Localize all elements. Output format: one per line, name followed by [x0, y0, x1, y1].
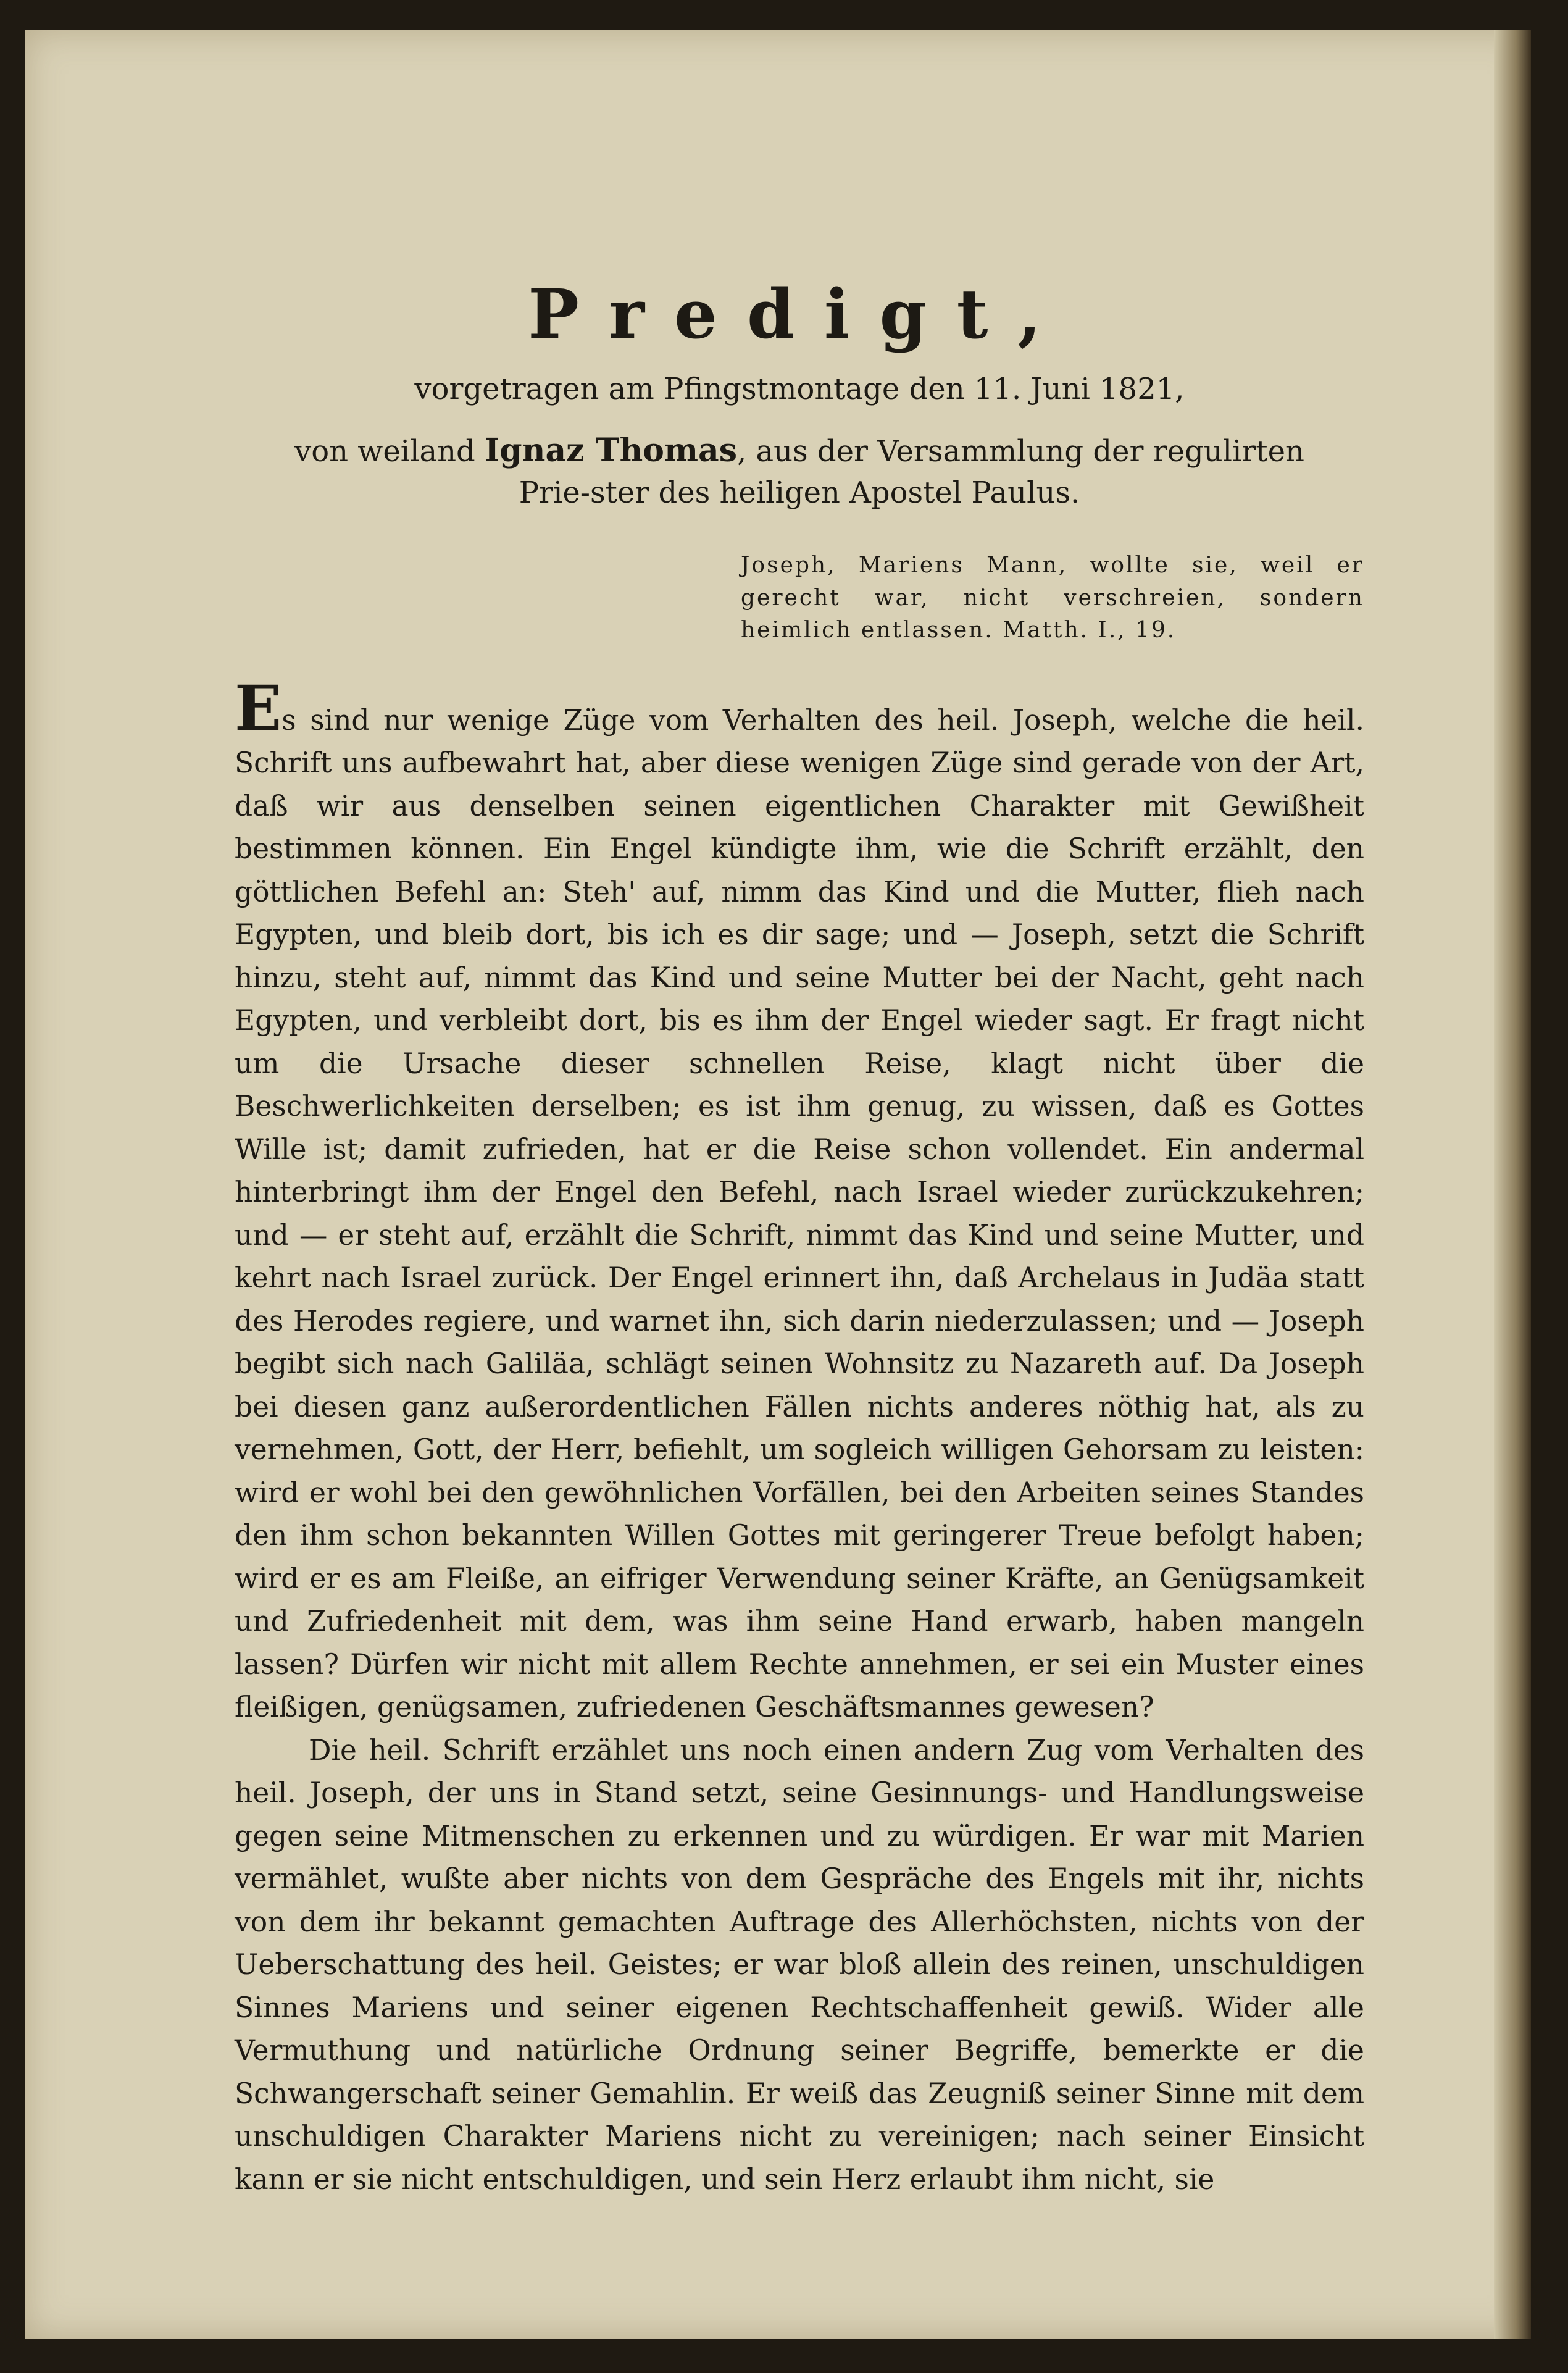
paragraph-1: [235, 671, 1364, 1729]
author-name: Ignaz Thomas: [484, 432, 737, 470]
bible-motto: Joseph, Mariens Mann, wollte sie, weil er gerecht war, nicht verschreien, sondern heimlich entlassen. Matth. I., 19.: [741, 553, 1364, 643]
sermon-subtitle: vorgetragen am Pfingstmontage den 11. Juni 1821,: [414, 372, 1185, 406]
sermon-body: [235, 671, 1364, 2201]
paragraph-1-text: s sind nur wenige Züge vom Verhalten des heil. Joseph, welche die heil. Schrift uns aufbewahrt hat, aber diese wenigen Züge sind gerade von der Art, daß wir aus denselben seinen eigentlichen Charakter mit Gewißheit bestimmen können. Ein Engel kündigte ihm, wie die Schrift erzählt, den göttlichen Befehl an: Steh' auf, nimm das Kind und die Mutter, flieh nach Egypten, und bleib dort, bis ich es dir sage; und — Joseph, setzt die Schrift hinzu, steht auf, nimmt das Kind und seine Mutter bei der Nacht, geht nach Egypten, und verbleibt dort, bis es ihm der Engel wieder sagt. Er fragt nicht um die Ursache dieser schnellen Reise, klagt nicht über die Beschwerlichkeiten derselben; es ist ihm genug, zu wissen, daß es Gottes Wille ist; damit zufrieden, hat er die Reise schon vollendet. Ein andermal hinterbringt ihm der Engel den Befehl, nach Israel wieder zurückzukehren; und — er steht auf, erzählt die Schrift, nimmt das Kind und seine Mutter, und kehrt nach Israel zurück. Der Engel erinnert ihn, daß Archelaus in Judäa statt des Herodes regiere, und warnet ihn, sich darin niederzulassen; und — Joseph begibt sich nach Galiläa, schlägt seinen Wohnsitz zu Nazareth auf. Da Joseph bei diesen ganz außerordentlichen Fällen nichts anderes nöthig hat, als zu vernehmen, Gott, der Herr, befiehlt, um sogleich willigen Gehorsam zu leisten: wird er wohl bei den gewöhnlichen Vorfällen, bei den Arbeiten seines Standes den ihm schon bekannten Willen Gottes mit geringerer Treue befolgt haben; wird er es am Fleiße, an eifriger Verwendung seiner Kräfte, an Genügsamkeit und Zufriedenheit mit dem, was ihm seine Hand erwarb, haben mangeln lassen? Dürfen wir nicht mit allem Rechte annehmen, er sei ein Muster eines fleißigen, genügsamen, zufriedenen Geschäftsmannes gewesen?: [235, 703, 1364, 1724]
page-gutter: [1494, 30, 1531, 2339]
sermon-title: Predigt,: [528, 274, 1071, 354]
author-line-end: , aus der Versammlung der regulirten Prie-ster des heiligen Apostel Paulus.: [519, 434, 1304, 510]
author-line-start: von weiland: [294, 434, 475, 469]
paragraph-2: Die heil. Schrift erzählet uns noch einen andern Zug vom Verhalten des heil. Joseph, der uns in Stand setzt, seine Gesinnungs- und Handlungsweise gegen seine Mitmenschen zu erkennen und zu würdigen. Er war mit Marien vermählet, wußte aber nichts von dem Gespräche des Engels mit ihr, nichts von dem ihr bekannt gemachten Auftrage des Allerhöchsten, nichts von der Ueberschattung des heil. Geistes; er war bloß allein des reinen, unschuldigen Sinnes Mariens und seiner eigenen Rechtschaffenheit gewiß. Wider alle Vermuthung und natürliche Ordnung seiner Begriffe, bemerkte er die Schwangerschaft seiner Gemahlin. Er weiß das Zeugniß seiner Sinne mit dem unschuldigen Charakter Mariens nicht zu vereinigen; nach seiner Einsicht kann er sie nicht entschuldigen, und sein Herz erlaubt ihm nicht, sie: [235, 1733, 1364, 2196]
drop-cap: E: [235, 671, 282, 745]
page-content: [235, 274, 1364, 2201]
author-line: [235, 429, 1364, 513]
book-page: [25, 30, 1531, 2339]
